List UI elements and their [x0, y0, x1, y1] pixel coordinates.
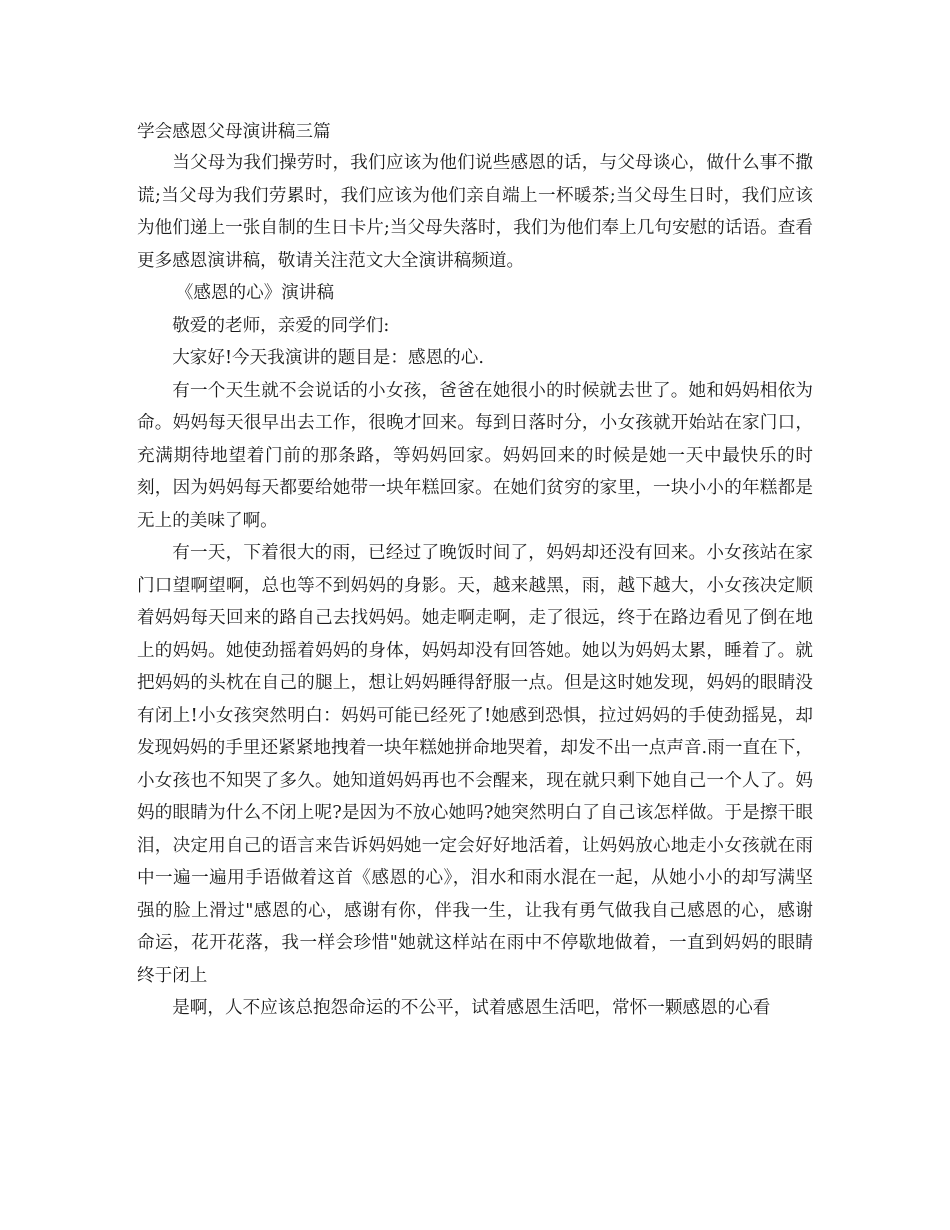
document-body — [137, 118, 813, 1025]
greeting-line: 大家好!今天我演讲的题目是：感恩的心. — [172, 348, 484, 368]
speech-heading: 《感恩的心》演讲稿 — [175, 283, 335, 303]
intro-paragraph: 当父母为我们操劳时，我们应该为他们说些感恩的话，与父母谈心，做什么事不撒谎;当父母为我们劳累时，我们应该为他们亲自端上一杯暖茶;当父母生日时，我们应该为他们递上一张自制的生日卡片;当父母失落时，我们为他们奉上几句安慰的话语。查看更多感恩演讲稿，敬请关注范文大全演讲稿频道。 — [137, 153, 813, 271]
document-title: 学会感恩父母演讲稿三篇 — [137, 122, 331, 142]
salutation: 敬爱的老师，亲爱的同学们: — [172, 315, 390, 336]
story-paragraph: 有一个天生就不会说话的小女孩，爸爸在她很小的时候就去世了。她和妈妈相依为命。妈妈每天很早出去工作，很晚才回来。每到日落时分，小女孩就开始站在家门口，充满期待地望着门前的那条路，等妈妈回家。妈妈回来的时候是她一天中最快乐的时刻，因为妈妈每天都要给她带一块年糕回家。在她们贫穷的家里，一块小小的年糕都是无上的美味了啊。 — [137, 380, 813, 531]
story-paragraph: 有一天，下着很大的雨，已经过了晚饭时间了，妈妈却还没有回来。小女孩站在家门口望啊望啊，总也等不到妈妈的身影。天，越来越黑，雨，越下越大，小女孩决定顺着妈妈每天回来的路自己去找妈妈。她走啊走啊，走了很远，终于在路边看见了倒在地上的妈妈。她使劲摇着妈妈的身体，妈妈却没有回答她。她以为妈妈太累，睡着了。就把妈妈的头枕在自己的腿上，想让妈妈睡得舒服一点。但是这时她发现，妈妈的眼睛没有闭上!小女孩突然明白：妈妈可能已经死了!她感到恐惧，拉过妈妈的手使劲摇晃，却发现妈妈的手里还紧紧地拽着一块年糕她拼命地哭着，却发不出一点声音.雨一直在下，小女孩也不知哭了多久。她知道妈妈再也不会醒来，现在就只剩下她自己一个人了。妈妈的眼睛为什么不闭上呢?是因为不放心她吗?她突然明白了自己该怎样做。于是擦干眼泪，决定用自己的语言来告诉妈妈她一定会好好地活着，让妈妈放心地走小女孩就在雨中一遍一遍用手语做着这首《感恩的心》，泪水和雨水混在一起，从她小小的却写满坚强的脸上滑过"感恩的心，感谢有你，伴我一生，让我有勇气做我自己感恩的心，感谢命运，花开花落，我一样会珍惜"她就这样站在雨中不停歇地做着，一直到妈妈的眼睛终于闭上 — [137, 543, 813, 986]
closing-paragraph: 是啊，人不应该总抱怨命运的不公平，试着感恩生活吧，常怀一颗感恩的心看 — [172, 998, 771, 1018]
